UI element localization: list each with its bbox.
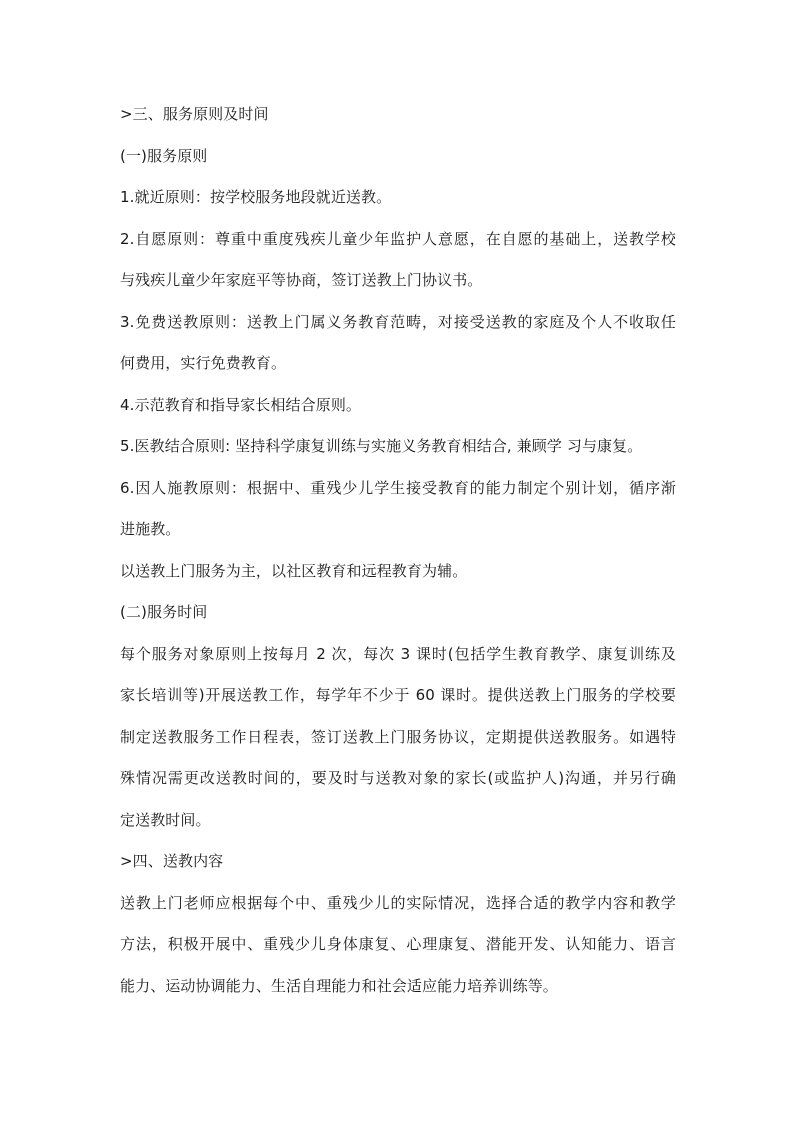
subheading-service-principles: (一)服务原则 [120, 146, 208, 165]
paragraph-line: 6.因人施教原则：根据中、重残少儿学生接受教育的能力制定个别计划，循序渐 [120, 478, 676, 497]
paragraph-line: 以送教上门服务为主，以社区教育和远程教育为辅。 [120, 561, 468, 580]
paragraph-line: 5.医教结合原则: 坚持科学康复训练与实施义务教育相结合, 兼顾学 习与康复。 [120, 437, 643, 455]
paragraph-line: 1.就近原则：按学校服务地段就近送教。 [120, 188, 392, 206]
paragraph-line: 2.自愿原则：尊重中重度残疾儿童少年监护人意愿，在自愿的基础上，送教学校 [120, 229, 676, 248]
paragraph-line: 送教上门老师应根据每个中、重残少儿的实际情况，选择合适的教学内容和教学 [120, 893, 676, 912]
paragraph-line: 制定送教服务工作日程表，签订送教上门服务协议，定期提供送教服务。如遇特 [120, 727, 676, 746]
subheading-service-time: (二)服务时间 [120, 603, 208, 621]
paragraph-line: 每个服务对象原则上按每月 2 次，每次 3 课时(包括学生教育教学、康复训练及 [120, 644, 676, 663]
paragraph-line: 殊情况需更改送教时间的，要及时与送教对象的家长(或监护人)沟通，并另行确 [120, 769, 676, 787]
paragraph-line: 与残疾儿童少年家庭平等协商，签订送教上门协议书。 [120, 271, 483, 289]
paragraph-line: 3.免费送教原则：送教上门属义务教育范畴，对接受送教的家庭及个人不收取任 [120, 312, 676, 331]
section-heading-3: >三、服务原则及时间 [120, 105, 269, 123]
paragraph-line: 4.示范教育和指导家长相结合原则。 [120, 395, 362, 414]
paragraph-line: 定送教时间。 [120, 810, 211, 829]
paragraph-line: 何费用，实行免费教育。 [120, 354, 287, 372]
section-heading-4: >四、送教内容 [120, 852, 224, 870]
paragraph-line: 方法，积极开展中、重残少儿身体康复、心理康复、潜能开发、认知能力、语言 [120, 935, 676, 953]
paragraph-line: 进施教。 [120, 520, 181, 538]
paragraph-line: 家长培训等)开展送教工作，每学年不少于 60 课时。提供送教上门服务的学校要 [120, 686, 676, 704]
document-body [120, 104, 676, 1017]
paragraph-line: 能力、运动协调能力、生活自理能力和社会适应能力培养训练等。 [120, 976, 558, 995]
